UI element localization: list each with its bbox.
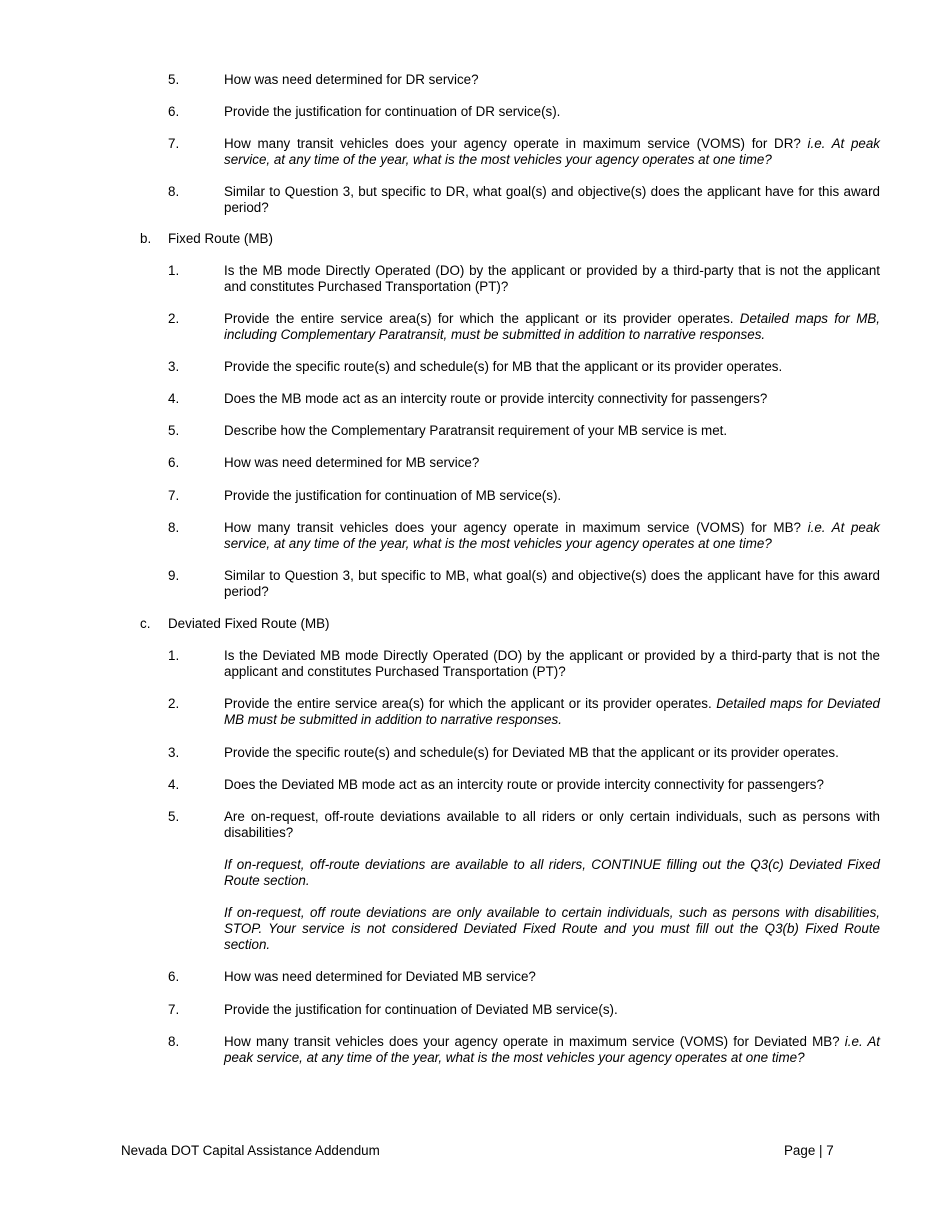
item-number: 7.: [168, 136, 180, 151]
section-letter: c.: [140, 616, 151, 631]
item-text: Does the Deviated MB mode act as an intercity route or provide intercity connectivity for passengers?: [224, 777, 824, 792]
item-number: 6.: [168, 969, 180, 984]
footer-document-title: Nevada DOT Capital Assistance Addendum: [121, 1143, 380, 1158]
item-text: Is the Deviated MB mode Directly Operated (DO) by the applicant or provided by a third-party that is not the applicant and constitutes Purchased Transportation (PT)?: [224, 648, 880, 679]
instruction-note-continue: If on-request, off-route deviations are available to all riders, CONTINUE filling out the Q3(c) Deviated Fixed Route section.: [224, 857, 880, 888]
item-number: 5.: [168, 72, 180, 87]
item-number: 1.: [168, 263, 180, 278]
item-text: Are on-request, off-route deviations available to all riders or only certain individuals, such as persons with disabilities?: [224, 809, 880, 840]
item-text: Provide the justification for continuation of MB service(s).: [224, 488, 562, 503]
item-text: Similar to Question 3, but specific to MB, what goal(s) and objective(s) does the applicant have for this award period?: [224, 568, 880, 599]
item-number: 4.: [168, 777, 180, 792]
item-text: How many transit vehicles does your agency operate in maximum service (VOMS) for MB? i.e. At peak service, at any time of the year, what is the most vehicles your agency operates at one time?: [224, 520, 880, 551]
item-text: Provide the justification for continuation of DR service(s).: [224, 104, 561, 119]
item-number: 7.: [168, 488, 180, 503]
item-text: Describe how the Complementary Paratransit requirement of your MB service is met.: [224, 423, 728, 438]
item-text: Similar to Question 3, but specific to DR, what goal(s) and objective(s) does the applicant have for this award period?: [224, 184, 880, 215]
item-text: How many transit vehicles does your agency operate in maximum service (VOMS) for DR? i.e. At peak service, at any time of the year, what is the most vehicles your agency operates at one time?: [224, 136, 880, 167]
item-number: 8.: [168, 184, 180, 199]
item-number: 9.: [168, 568, 180, 583]
item-number: 5.: [168, 423, 180, 438]
item-text: Does the MB mode act as an intercity route or provide intercity connectivity for passengers?: [224, 391, 768, 406]
item-text: How was need determined for DR service?: [224, 72, 479, 87]
item-number: 2.: [168, 696, 180, 711]
section-letter: b.: [140, 231, 152, 246]
item-text: How was need determined for MB service?: [224, 455, 480, 470]
item-number: 8.: [168, 1034, 180, 1049]
item-text: How was need determined for Deviated MB service?: [224, 969, 536, 984]
item-number: 7.: [168, 1002, 180, 1017]
item-text: Provide the justification for continuation of Deviated MB service(s).: [224, 1002, 618, 1017]
footer-page-number: Page | 7: [784, 1143, 834, 1158]
instruction-note-stop: If on-request, off route deviations are only available to certain individuals, such as persons with disabilities, STOP. Your service is not considered Deviated Fixed Route and you must fill out the Q3(b) Fixed Route section.: [224, 905, 880, 952]
section-title: Fixed Route (MB): [168, 231, 273, 246]
item-number: 3.: [168, 745, 180, 760]
item-text: How many transit vehicles does your agency operate in maximum service (VOMS) for Deviated MB? i.e. At peak service, at any time of the year, what is the most vehicles your agency operates at one time?: [224, 1034, 880, 1065]
item-text: Is the MB mode Directly Operated (DO) by the applicant or provided by a third-party that is not the applicant and constitutes Purchased Transportation (PT)?: [224, 263, 880, 294]
item-number: 5.: [168, 809, 180, 824]
item-text: Provide the entire service area(s) for which the applicant or its provider operates. Detailed maps for MB, including Complementary Paratransit, must be submitted in addition to narrative responses.: [224, 311, 880, 342]
item-number: 3.: [168, 359, 180, 374]
item-text: Provide the specific route(s) and schedule(s) for Deviated MB that the applicant or its provider operates.: [224, 745, 839, 760]
item-number: 8.: [168, 520, 180, 535]
section-title: Deviated Fixed Route (MB): [168, 616, 330, 631]
item-number: 6.: [168, 455, 180, 470]
item-text: Provide the specific route(s) and schedule(s) for MB that the applicant or its provider operates.: [224, 359, 783, 374]
item-number: 6.: [168, 104, 180, 119]
item-number: 1.: [168, 648, 180, 663]
item-text: Provide the entire service area(s) for which the applicant or its provider operates. Detailed maps for Deviated MB must be submitted in addition to narrative responses.: [224, 696, 880, 727]
item-number: 2.: [168, 311, 180, 326]
item-number: 4.: [168, 391, 180, 406]
